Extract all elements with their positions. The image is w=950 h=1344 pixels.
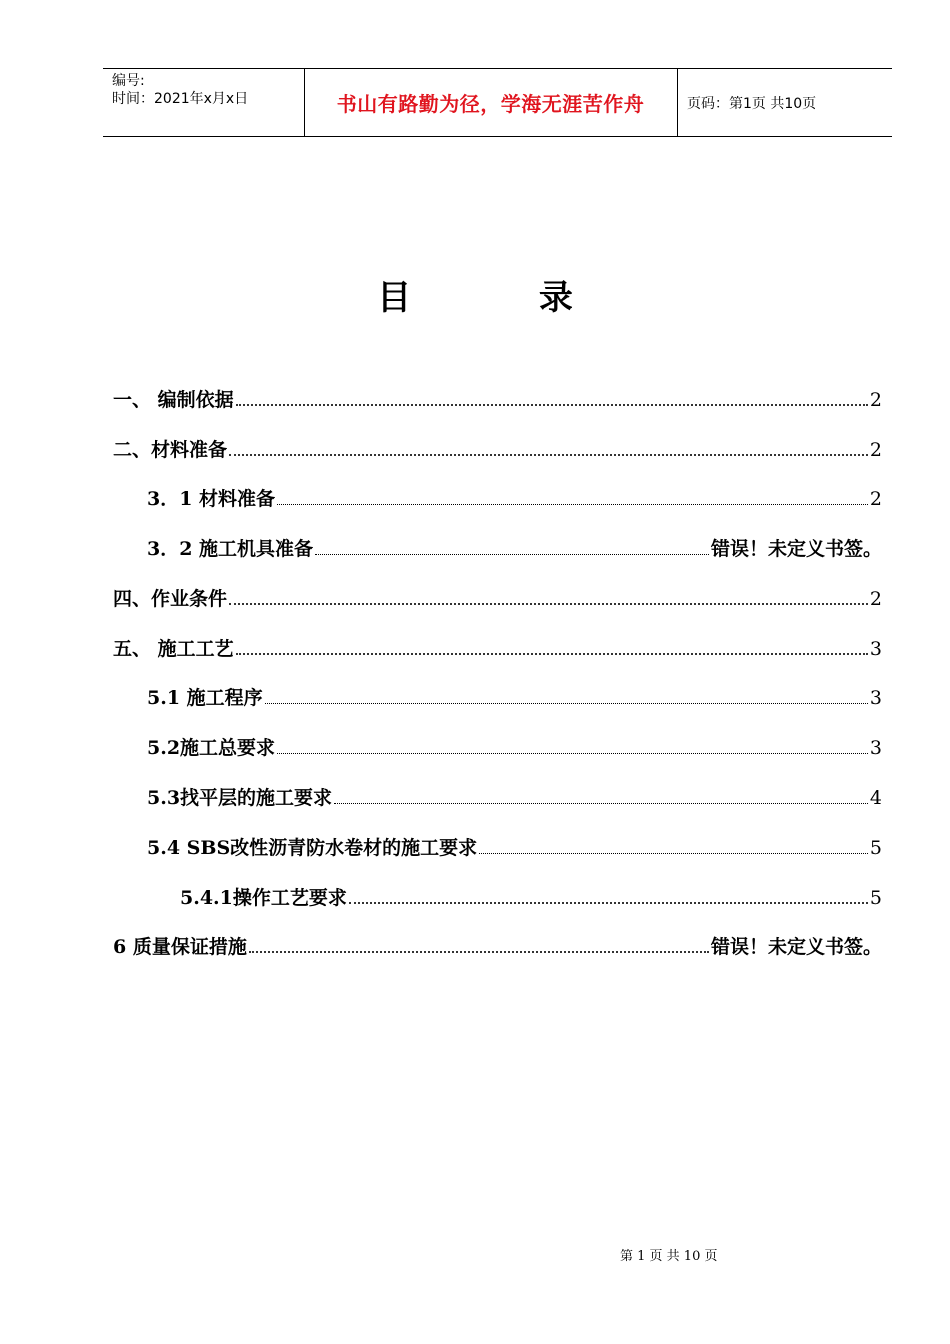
header-page-cell — [678, 69, 892, 136]
toc-entry[interactable] — [113, 388, 882, 412]
toc-entry-label: 四、作业条件 — [113, 588, 228, 610]
toc-entry[interactable] — [147, 487, 882, 511]
toc-leader-dots — [229, 453, 868, 456]
toc-entry-page: 5 — [869, 837, 882, 859]
toc-leader-dots — [315, 553, 709, 555]
toc-leader-dots — [277, 503, 868, 505]
toc-entry-page: 2 — [869, 488, 882, 510]
header-left-cell — [103, 69, 305, 136]
document-date-label: 时间：2021年x月x日 — [112, 91, 249, 107]
toc-leader-dots — [265, 702, 868, 704]
toc-entry-page: 5 — [869, 887, 882, 909]
toc-entry-label: 3．1 材料准备 — [147, 488, 276, 510]
header-motto-cell — [304, 69, 678, 136]
toc-entry[interactable] — [113, 587, 882, 611]
toc-entry[interactable] — [147, 786, 882, 810]
page-header — [103, 68, 892, 137]
toc-leader-dots — [236, 403, 868, 406]
toc-entry-label: 一、 编制依据 — [113, 389, 234, 411]
toc-leader-dots — [277, 752, 868, 754]
document-number-label: 编号: — [112, 73, 145, 89]
toc-leader-dots — [349, 901, 868, 904]
toc-entry-page: 2 — [869, 439, 882, 461]
header-motto: 书山有路勤为径，学海无涯苦作舟 — [336, 92, 645, 116]
toc-entry-page: 3 — [869, 638, 882, 660]
toc-entry-page: 2 — [869, 588, 882, 610]
toc-leader-dots — [334, 802, 868, 804]
toc-entry-label: 5.4.1操作工艺要求 — [180, 887, 347, 909]
toc-entry[interactable] — [113, 935, 882, 959]
toc-entry[interactable] — [113, 438, 882, 462]
toc-entry[interactable] — [147, 686, 882, 710]
page-footer: 第 1 页 共 10 页 — [620, 1249, 718, 1264]
toc-entry-page: 3 — [869, 737, 882, 759]
toc-entry[interactable] — [113, 637, 882, 661]
toc-leader-dots — [479, 852, 868, 854]
toc-entry-page: 2 — [869, 389, 882, 411]
toc-entry-page: 错误！未定义书签。 — [710, 538, 882, 560]
toc-entry-label: 6 质量保证措施 — [113, 936, 247, 958]
toc-entry-label: 二、材料准备 — [113, 439, 228, 461]
toc-entry-label: 3．2 施工机具准备 — [147, 538, 314, 560]
toc-entry[interactable] — [147, 736, 882, 760]
toc-leader-dots — [229, 602, 868, 605]
toc-entry-label: 5.1 施工程序 — [147, 687, 263, 709]
toc-entry-label: 五、 施工工艺 — [113, 638, 234, 660]
header-page-info: 页码：第1页 共10页 — [687, 95, 817, 112]
toc-entry-page: 4 — [869, 787, 882, 809]
toc-leader-dots — [236, 652, 868, 655]
toc-entry-label: 5.4 SBS改性沥青防水卷材的施工要求 — [147, 837, 478, 859]
toc-entry[interactable] — [180, 886, 882, 910]
toc-leader-dots — [249, 950, 709, 953]
toc-entry-label: 5.2施工总要求 — [147, 737, 276, 759]
toc-title: 目 录 — [377, 278, 631, 318]
toc-entry[interactable] — [147, 537, 882, 561]
toc-entry-page: 3 — [869, 687, 882, 709]
toc-entry-label: 5.3找平层的施工要求 — [147, 787, 333, 809]
toc-entry[interactable] — [147, 836, 882, 860]
toc-entry-page: 错误！未定义书签。 — [710, 936, 882, 958]
